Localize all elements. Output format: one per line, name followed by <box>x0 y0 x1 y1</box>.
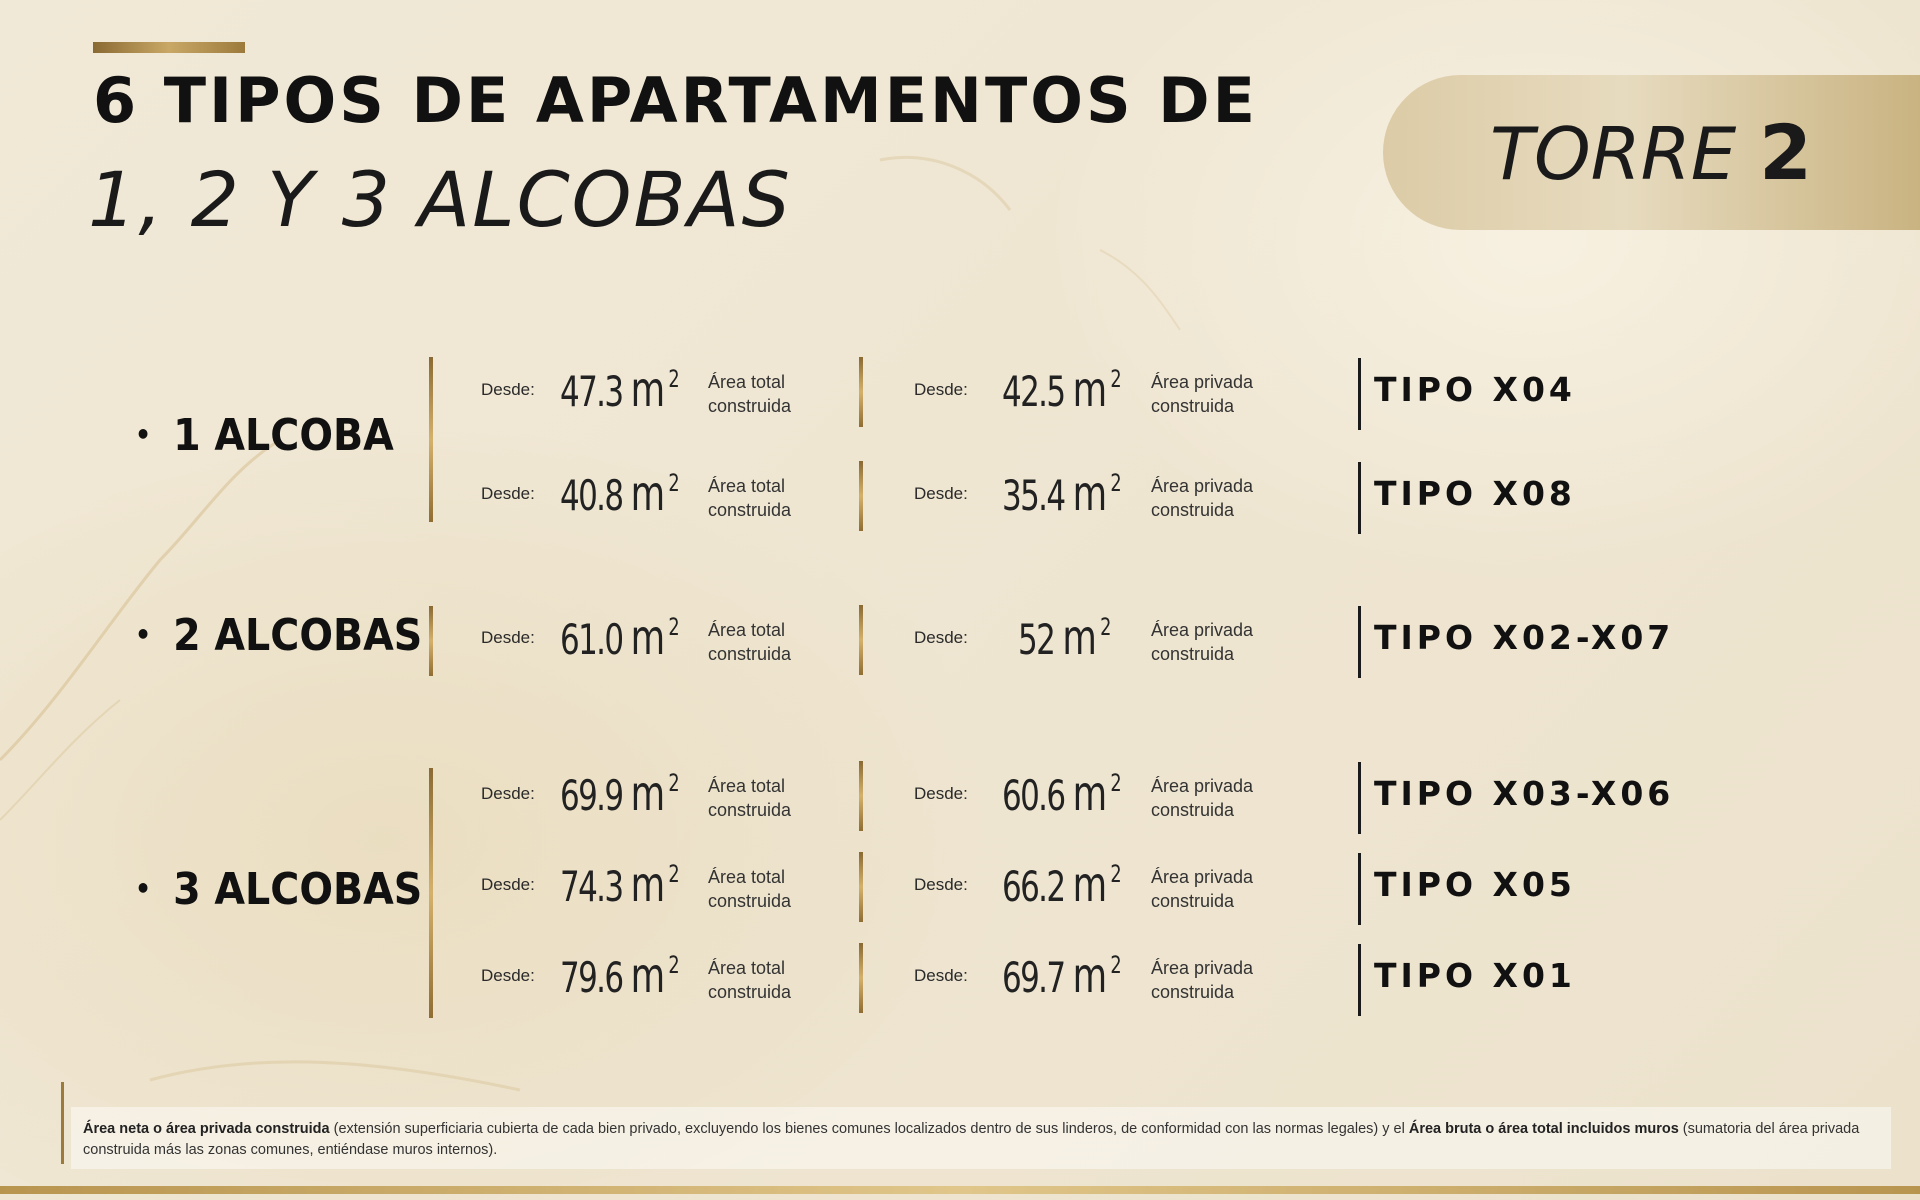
desde-label: Desde: <box>914 875 968 894</box>
desde-label: Desde: <box>481 380 535 399</box>
area-total-desc: Área total construida <box>708 958 792 1002</box>
area-total-value: 74.3 m $^2$ <box>560 857 680 913</box>
column-divider <box>859 761 863 831</box>
desde-label: Desde: <box>914 628 968 647</box>
tipo-divider <box>1358 606 1361 678</box>
page-title-line2: 1, 2 Y 3 ALCOBAS <box>88 155 792 244</box>
torre-number: 2 <box>1759 108 1812 197</box>
column-divider <box>859 852 863 922</box>
column-divider <box>859 605 863 675</box>
area-total-desc: Área total construida <box>708 620 792 664</box>
footnote: Área neta o área privada construida (extensión superficiaria cubierta de cada bien privado, excluyendo los bienes comunes localizados dentro de sus linderos, de conformidad con las normas legales) y el Área bruta o área total incluidos muros (sumatoria del área privada construida más las zonas comunes, entiéndase muros internos). <box>71 1107 1891 1169</box>
table-row <box>0 608 1920 668</box>
column-divider <box>859 357 863 427</box>
area-total-desc: Área total construida <box>708 867 792 911</box>
area-privada-value: 52 m $^2$ <box>1018 610 1112 666</box>
area-privada-desc: Área privada construida <box>1151 620 1254 664</box>
area-total-value: 47.3 m $^2$ <box>560 362 680 418</box>
tipo-label: TIPO X03-X06 <box>1374 774 1675 813</box>
page-title-line1: 6 TIPOS DE APARTAMENTOS DE <box>93 64 1258 137</box>
tipo-divider <box>1358 853 1361 925</box>
group-label-3-alcobas: • 3 ALCOBAS <box>135 864 423 915</box>
tipo-divider <box>1358 462 1361 534</box>
desde-label: Desde: <box>914 784 968 803</box>
tipo-label: TIPO X02-X07 <box>1374 618 1675 657</box>
footnote-accent <box>61 1082 64 1164</box>
desde-label: Desde: <box>914 484 968 503</box>
tipo-label: TIPO X04 <box>1374 370 1576 409</box>
tipo-label: TIPO X08 <box>1374 474 1576 513</box>
table-row <box>0 360 1920 420</box>
desde-label: Desde: <box>481 875 535 894</box>
desde-label: Desde: <box>481 966 535 985</box>
bottom-gold-line <box>0 1186 1920 1194</box>
desde-label: Desde: <box>481 784 535 803</box>
title-accent-rule <box>93 42 245 53</box>
desde-label: Desde: <box>481 628 535 647</box>
torre-label <box>1490 108 1812 197</box>
bullet-icon: • <box>135 617 152 651</box>
tipo-divider <box>1358 944 1361 1016</box>
table-row <box>0 946 1920 1006</box>
area-privada-value: 69.7 m $^2$ <box>1002 948 1122 1004</box>
table-row <box>0 464 1920 524</box>
area-privada-value: 35.4 m $^2$ <box>1002 466 1122 522</box>
tipo-label: TIPO X01 <box>1374 956 1576 995</box>
area-total-value: 79.6 m $^2$ <box>560 948 680 1004</box>
area-total-value: 61.0 m $^2$ <box>560 610 680 666</box>
area-privada-value: 42.5 m $^2$ <box>1002 362 1122 418</box>
area-privada-value: 60.6 m $^2$ <box>1002 766 1122 822</box>
column-divider <box>859 943 863 1013</box>
column-divider <box>859 461 863 531</box>
tipo-divider <box>1358 358 1361 430</box>
desde-label: Desde: <box>914 966 968 985</box>
torre-word: TORRE <box>1490 112 1737 196</box>
table-row <box>0 764 1920 824</box>
area-privada-desc: Área privada construida <box>1151 776 1254 820</box>
tipo-divider <box>1358 762 1361 834</box>
area-total-desc: Área total construida <box>708 476 792 520</box>
area-total-desc: Área total construida <box>708 776 792 820</box>
area-privada-value: 66.2 m $^2$ <box>1002 857 1122 913</box>
desde-label: Desde: <box>481 484 535 503</box>
table-row <box>0 855 1920 915</box>
group-label-1-alcoba: • 1 ALCOBA <box>135 410 394 461</box>
area-total-value: 69.9 m $^2$ <box>560 766 680 822</box>
area-privada-desc: Área privada construida <box>1151 867 1254 911</box>
area-privada-desc: Área privada construida <box>1151 958 1254 1002</box>
tipo-label: TIPO X05 <box>1374 865 1576 904</box>
bullet-icon: • <box>135 417 152 451</box>
area-total-value: 40.8 m $^2$ <box>560 466 680 522</box>
group-label-2-alcobas: • 2 ALCOBAS <box>135 610 423 661</box>
bullet-icon: • <box>135 871 152 905</box>
area-total-desc: Área total construida <box>708 372 792 416</box>
area-privada-desc: Área privada construida <box>1151 372 1254 416</box>
area-privada-desc: Área privada construida <box>1151 476 1254 520</box>
desde-label: Desde: <box>914 380 968 399</box>
